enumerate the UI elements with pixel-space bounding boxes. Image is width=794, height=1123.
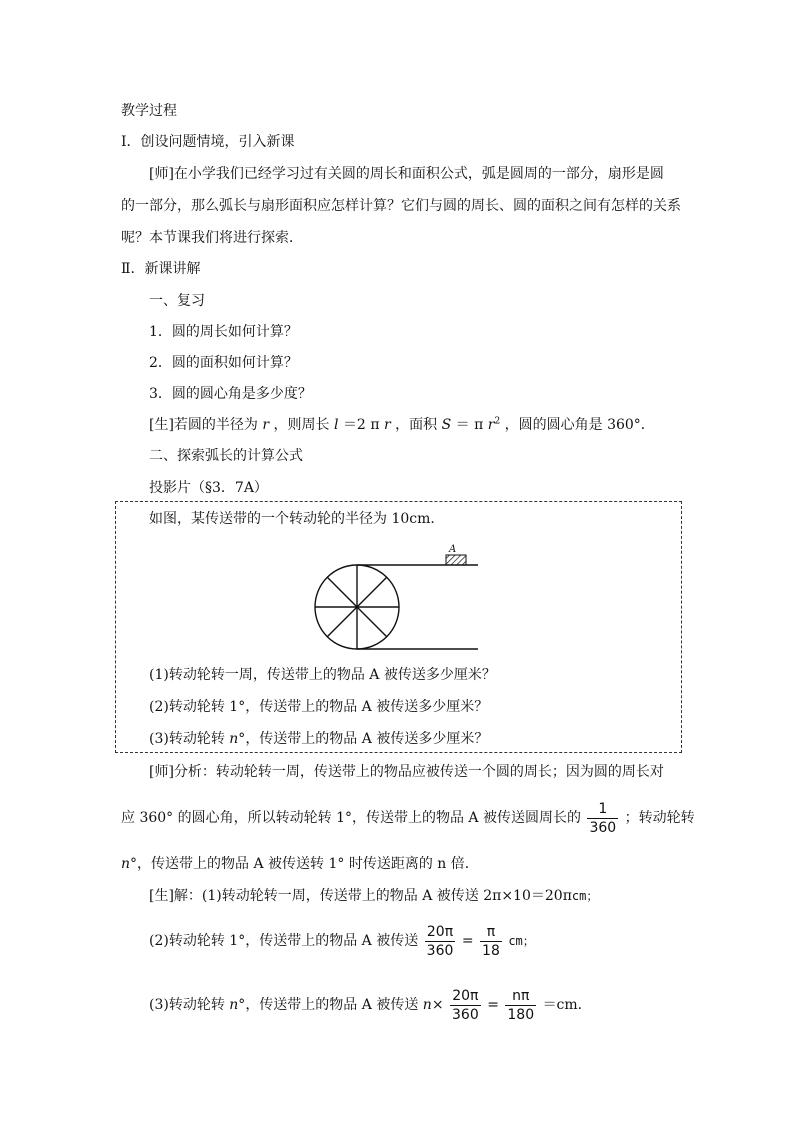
equals-sign: = — [461, 933, 474, 949]
fraction-denominator: 360 — [426, 942, 454, 959]
times-sign: × — [431, 997, 444, 1013]
fraction-npi-over-180 — [505, 987, 536, 1024]
answer-mid3: ，面积 — [395, 417, 438, 433]
equals-sign-2: = — [487, 997, 499, 1013]
review-q2: 2．圆的面积如何计算？ — [149, 355, 298, 371]
fraction-denominator: 18 — [482, 942, 500, 959]
box-q3 — [149, 729, 488, 749]
answer-r3: r — [487, 417, 495, 433]
review-answer — [149, 415, 655, 435]
section1-para-line3: 呢？本节课我们将进行探索． — [121, 230, 303, 246]
fraction-1-over-360 — [587, 800, 618, 837]
object-a-block — [446, 555, 466, 565]
solution-line3-end: ＝cm． — [542, 997, 592, 1013]
fraction-pi-over-18 — [480, 923, 502, 960]
fraction-numerator: π — [480, 923, 502, 942]
answer-prefix: [生]若圆的半径为 — [149, 417, 258, 433]
solution-line1-mid: ×10＝20 — [501, 888, 563, 904]
analysis-line1: [师]分析：转动轮转一周，传送带上的物品应被传送一个圆的周长；因为圆的周长对 — [149, 764, 664, 780]
answer-s: S — [441, 417, 452, 433]
box-intro: 如图，某传送带的一个转动轮的半径为 10cm． — [149, 511, 445, 527]
solution-line2-pre: (2)转动轮转 1°，传送带上的物品 A 被传送 — [149, 933, 419, 949]
section1-para-line2: 的一部分，那么弧长与扇形面积应怎样计算？它们与圆的周长、圆的面积之间有怎样的关系 — [121, 198, 681, 214]
slide-label: 投影片（§3．7A） — [149, 480, 268, 496]
solution-line1-pi2: π — [562, 888, 572, 904]
answer-sup: 2 — [494, 416, 501, 427]
box-q3-n: n° — [229, 731, 246, 747]
analysis-line2-post: ；转动轮转 — [624, 810, 695, 826]
solution-line1-unit: cm； — [571, 889, 599, 903]
solution-line3-pre: (3)转动轮转 — [149, 997, 230, 1013]
object-a-label: A — [449, 544, 457, 555]
review-title: 一、复习 — [149, 293, 205, 309]
box-q3-pre: (3)转动轮转 — [149, 731, 230, 747]
section1-para-line1: [师]在小学我们已经学习过有关圆的周长和面积公式，弧是圆周的一部分，扇形是圆 — [149, 166, 664, 182]
answer-r: r — [262, 417, 270, 433]
fraction-20pi-over-360-b — [450, 987, 481, 1024]
fraction-denominator: 180 — [507, 1006, 535, 1023]
solution-line2-unit: cm； — [508, 934, 535, 948]
answer-mid4: ＝ — [455, 417, 470, 433]
analysis-line3 — [121, 854, 479, 874]
answer-r2: r — [383, 417, 391, 433]
analysis-line3-n: n° — [121, 856, 138, 872]
solution-line1-pi: π — [492, 888, 502, 904]
solution-line1-pre: [生]解：(1)转动轮转一周，传送带上的物品 A 被传送 2 — [149, 888, 493, 904]
wheel — [315, 565, 399, 649]
review-q1: 1．圆的周长如何计算？ — [149, 324, 298, 340]
answer-end: ，圆的圆心角是 360°． — [504, 417, 655, 433]
answer-mid2: ＝2 — [342, 417, 366, 433]
explore-title: 二、探索弧长的计算公式 — [149, 448, 303, 464]
conveyor-diagram — [300, 540, 500, 660]
analysis-line2-pre: 应 360° 的圆心角，所以转动轮转 1°，传送带上的物品 A 被传送圆周长的 — [121, 810, 581, 826]
fraction-denominator: 360 — [589, 819, 617, 836]
box-q3-post: ，传送带上的物品 A 被传送多少厘米？ — [245, 731, 489, 747]
fraction-denominator: 360 — [452, 1006, 479, 1023]
box-q1: (1)转动轮转一周，传送带上的物品 A 被传送多少厘米？ — [149, 667, 496, 683]
heading: 教学过程 — [121, 103, 177, 119]
answer-pi1: π — [370, 417, 380, 433]
solution-line3-n: n° — [229, 997, 246, 1013]
fraction-numerator: 20π — [450, 987, 481, 1006]
fraction-numerator: 20π — [425, 923, 456, 942]
solution-line2 — [149, 921, 535, 961]
solution-line3-mid: ，传送带上的物品 A 被传送 — [245, 997, 423, 1013]
fraction-numerator: 1 — [587, 800, 618, 819]
answer-mid1: ，则周长 — [273, 417, 330, 433]
analysis-line3-post: ，传送带上的物品 A 被传送转 1° 时传送距离的 n 倍． — [137, 856, 479, 872]
answer-l: l — [334, 417, 339, 433]
section1-title: Ⅰ．创设问题情境，引入新课 — [121, 134, 295, 150]
fraction-20pi-over-360 — [425, 923, 456, 960]
solution-line3 — [149, 985, 592, 1025]
answer-pi2: π — [474, 417, 484, 433]
solution-line3-nvar: n — [422, 997, 432, 1013]
section2-title: Ⅱ．新课讲解 — [121, 261, 201, 277]
solution-line1 — [149, 886, 598, 906]
review-q3: 3．圆的圆心角是多少度？ — [149, 386, 312, 402]
analysis-line2 — [121, 798, 695, 838]
fraction-numerator: nπ — [505, 987, 536, 1006]
box-q2: (2)转动轮转 1°，传送带上的物品 A 被传送多少厘米？ — [149, 699, 489, 715]
